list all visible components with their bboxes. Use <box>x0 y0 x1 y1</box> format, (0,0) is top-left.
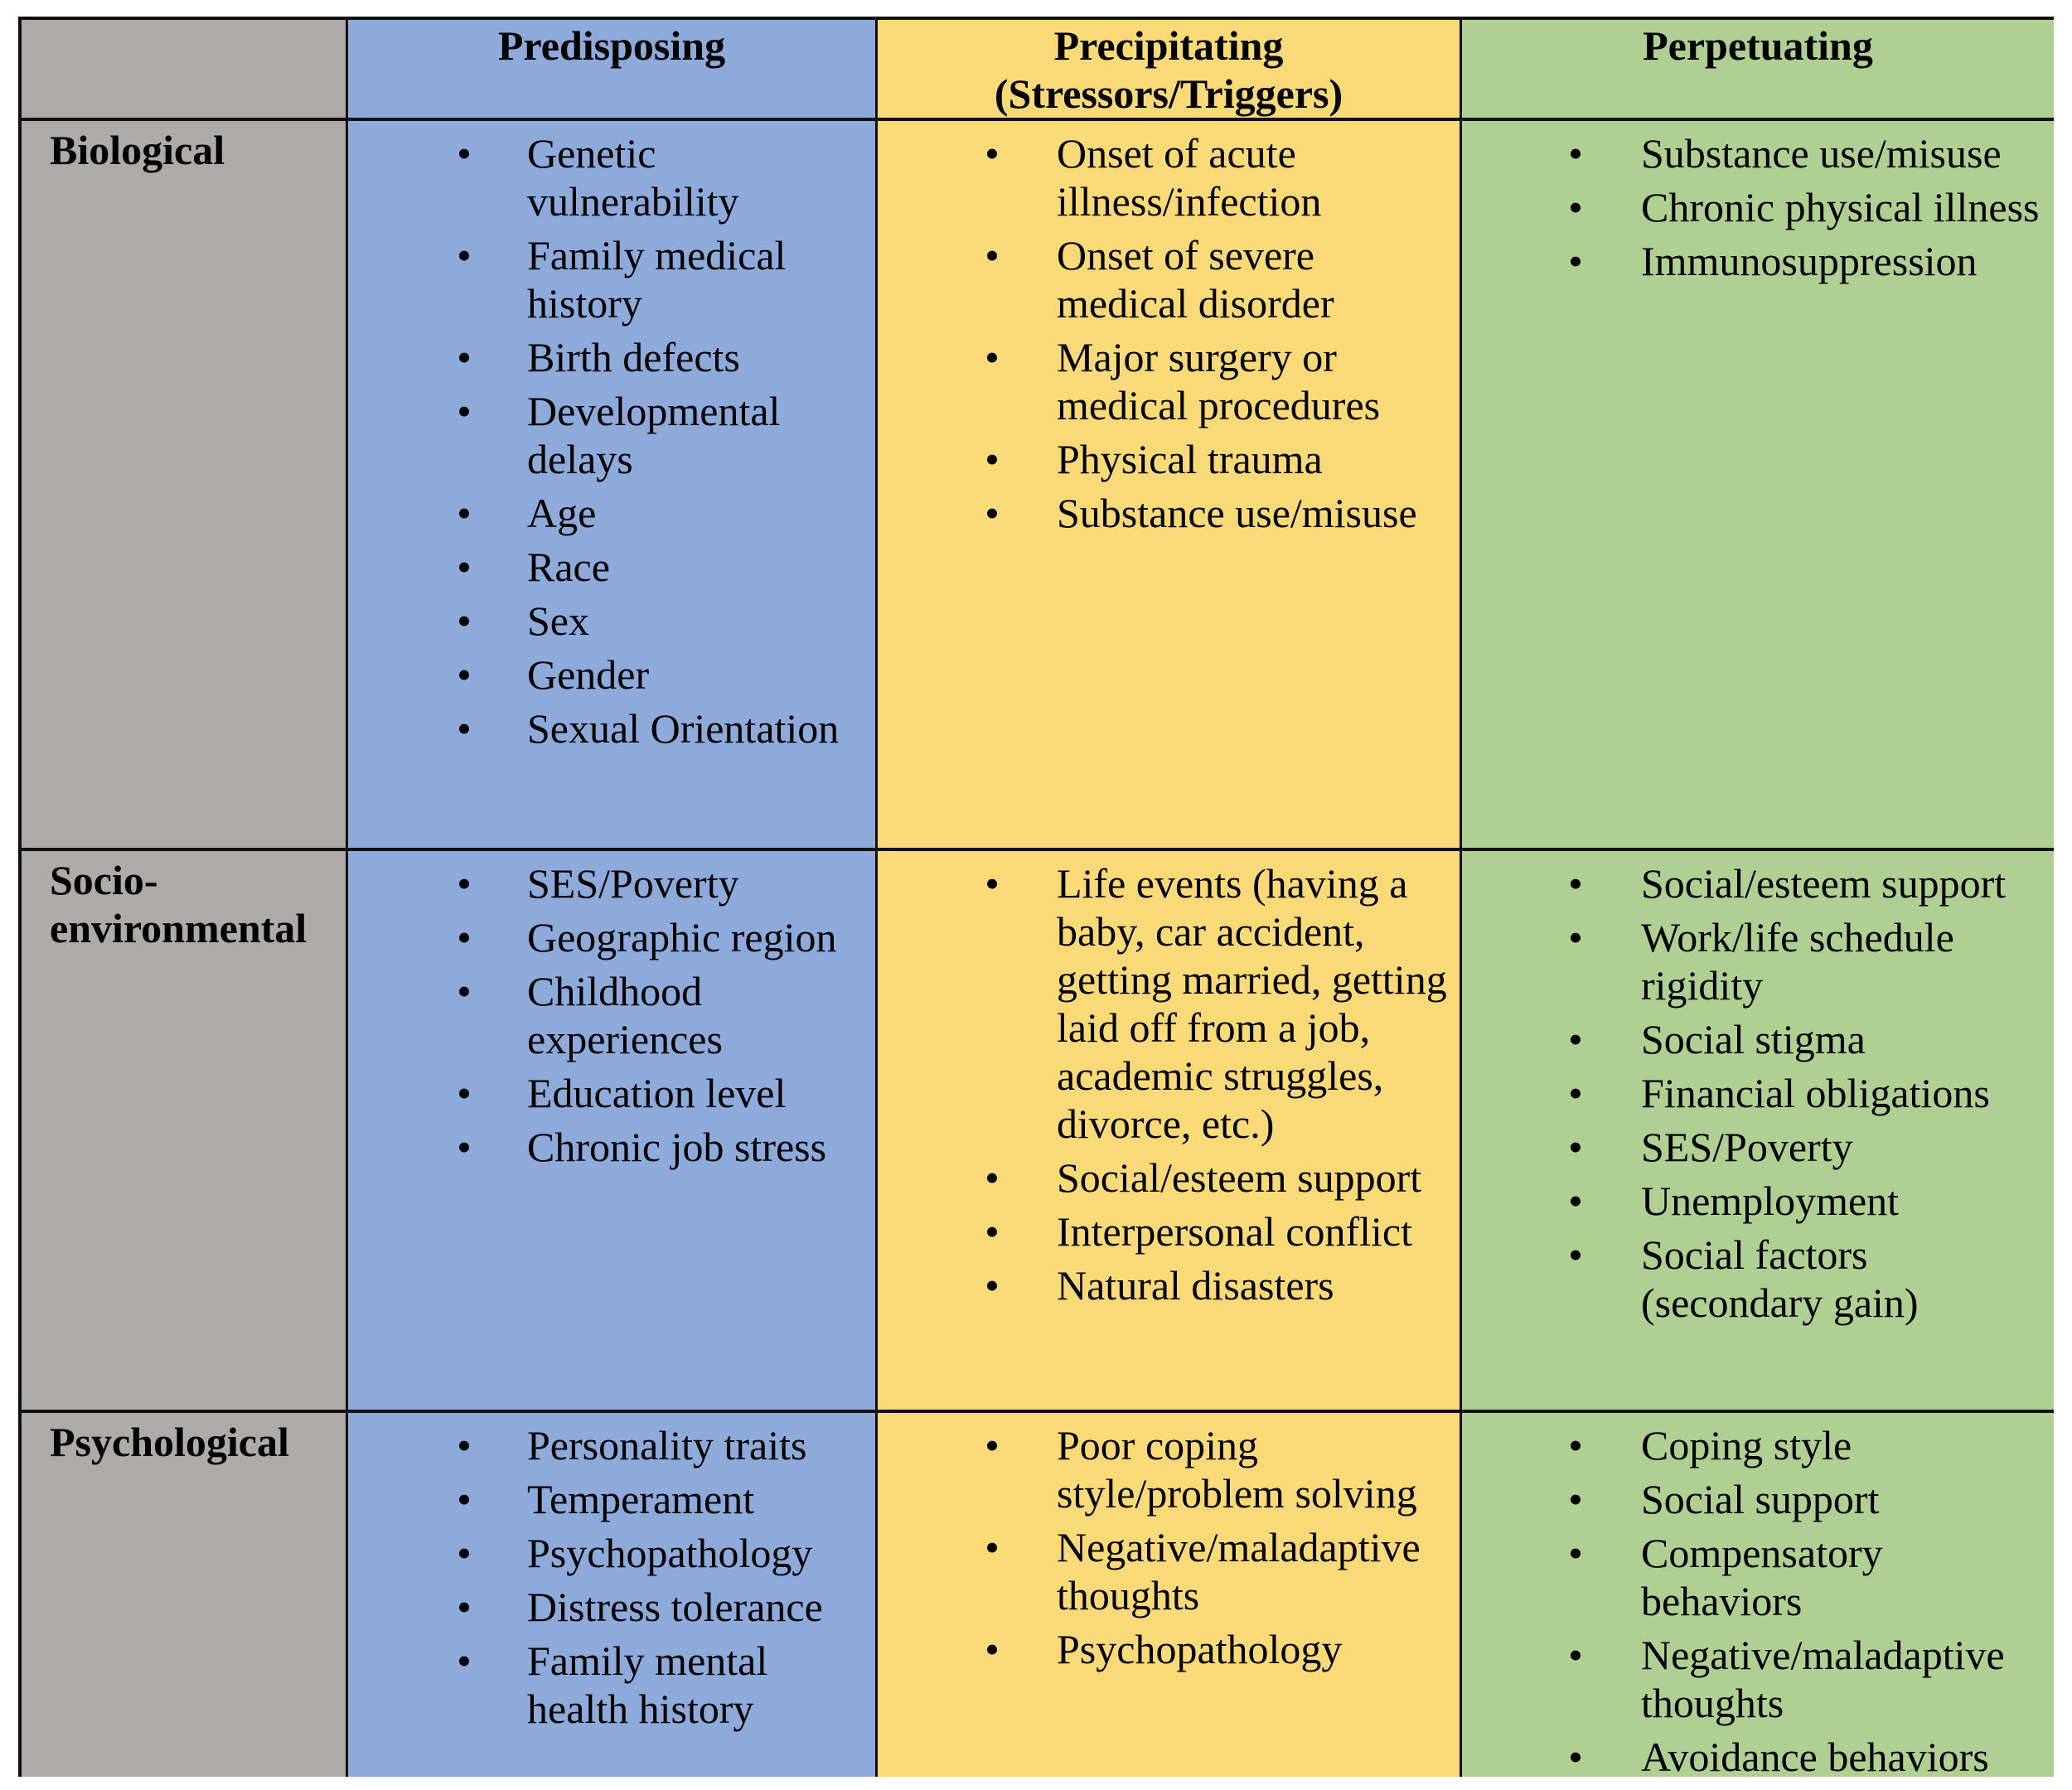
cell-biological-precipitating <box>878 121 1462 851</box>
list-item-text: Coping style <box>1641 1422 1852 1468</box>
bullet-icon: • <box>1568 184 1583 230</box>
biopsychosocial-factors-table <box>18 17 2054 1780</box>
list-item-text: Childhood experiences <box>527 968 723 1062</box>
bullet-icon: • <box>1568 1476 1583 1522</box>
bullet-icon: • <box>457 860 472 907</box>
bullet-icon: • <box>1568 1070 1583 1116</box>
list-item <box>348 967 875 1063</box>
list-item-text: Age <box>527 490 597 536</box>
list-item-text: Negative/maladaptive thoughts <box>1641 1632 2005 1726</box>
row-label-socio-environmental <box>22 851 348 1413</box>
header-precipitating-label: Precipitating <box>1053 22 1284 69</box>
bullet-icon: • <box>1568 1734 1583 1780</box>
bullet-icon: • <box>985 1524 1000 1570</box>
list-item <box>1462 913 2054 1009</box>
list-item-text: Social/esteem support <box>1057 1154 1422 1201</box>
list-item <box>1462 129 2054 177</box>
list-item <box>878 1154 1460 1202</box>
cell-biological-perpetuating <box>1462 121 2054 851</box>
list-item <box>1462 1421 2054 1469</box>
list-item <box>1462 1733 2054 1781</box>
list-item-text: Birth defects <box>527 334 740 380</box>
bullet-icon: • <box>457 130 472 177</box>
list-item-text: SES/Poverty <box>1641 1124 1853 1170</box>
bullet-list <box>348 851 875 1171</box>
list-item-text: Financial obligations <box>1641 1070 1990 1116</box>
bullet-icon: • <box>1568 914 1583 960</box>
list-item <box>348 1421 875 1469</box>
bullet-icon: • <box>457 232 472 278</box>
list-item-text: Personality traits <box>527 1422 807 1468</box>
list-item <box>1462 1069 2054 1117</box>
list-item-text: Negative/maladaptive thoughts <box>1057 1524 1421 1618</box>
bullet-icon: • <box>1568 1632 1583 1678</box>
row-label-text: Socio-environmental <box>50 857 307 951</box>
list-item-text: Race <box>527 544 610 590</box>
bullet-list <box>1462 851 2054 1327</box>
list-item-text: Genetic vulnerability <box>527 130 739 225</box>
bullet-icon: • <box>457 388 472 434</box>
list-item <box>348 1475 875 1523</box>
list-item <box>1462 1177 2054 1225</box>
header-perpetuating <box>1462 20 2054 121</box>
bullet-icon: • <box>457 1638 472 1684</box>
list-item-text: Immunosuppression <box>1641 238 1978 284</box>
list-item <box>878 1421 1460 1517</box>
list-item-text: Social/esteem support <box>1641 860 2007 907</box>
cell-socio-predisposing <box>348 851 878 1413</box>
list-item <box>1462 1015 2054 1063</box>
bullet-list <box>1462 1413 2054 1781</box>
list-item-text: Chronic job stress <box>527 1124 827 1170</box>
list-item <box>348 387 875 483</box>
list-item <box>348 489 875 537</box>
bullet-icon: • <box>457 914 472 960</box>
bullet-list <box>878 121 1460 537</box>
bullet-icon: • <box>1568 238 1583 284</box>
cell-socio-perpetuating <box>1462 851 2054 1413</box>
list-item <box>1462 1231 2054 1327</box>
list-item <box>878 129 1460 225</box>
bullet-icon: • <box>985 1422 1000 1468</box>
bullet-list <box>878 1413 1460 1673</box>
bullet-icon: • <box>457 1124 472 1170</box>
bullet-icon: • <box>457 1422 472 1468</box>
bullet-icon: • <box>457 334 472 380</box>
list-item-text: Natural disasters <box>1057 1262 1334 1309</box>
row-label-psychological <box>22 1413 348 1777</box>
list-item-text: Interpersonal conflict <box>1057 1208 1412 1255</box>
list-item <box>1462 859 2054 907</box>
list-item <box>1462 237 2054 285</box>
list-item <box>878 1625 1460 1673</box>
cell-psychological-precipitating <box>878 1413 1462 1777</box>
list-item-text: Geographic region <box>527 914 837 960</box>
list-item <box>348 1583 875 1631</box>
bullet-icon: • <box>985 1262 1000 1309</box>
list-item <box>348 1529 875 1577</box>
bullet-icon: • <box>1568 1016 1583 1062</box>
list-item-text: Developmental delays <box>527 388 781 482</box>
list-item <box>1462 1631 2054 1727</box>
cell-psychological-perpetuating <box>1462 1413 2054 1780</box>
list-item-text: Family mental health history <box>527 1638 768 1732</box>
list-item <box>348 129 875 225</box>
list-item <box>878 1523 1460 1619</box>
list-item-text: Social stigma <box>1641 1016 1866 1062</box>
list-item-text: Substance use/misuse <box>1057 490 1417 536</box>
bullet-icon: • <box>985 860 1000 907</box>
bullet-list <box>348 121 875 752</box>
bullet-icon: • <box>457 651 472 698</box>
bullet-icon: • <box>457 1530 472 1576</box>
header-corner-cell <box>22 20 348 121</box>
list-item <box>348 231 875 327</box>
list-item-text: Major surgery or medical procedures <box>1057 334 1381 428</box>
list-item <box>1462 1475 2054 1523</box>
list-item <box>1462 1529 2054 1625</box>
bullet-icon: • <box>457 1584 472 1630</box>
bullet-icon: • <box>985 232 1000 278</box>
list-item <box>348 859 875 907</box>
bullet-icon: • <box>457 968 472 1014</box>
row-label-text: Biological <box>50 127 225 173</box>
list-item-text: Onset of severe medical disorder <box>1057 232 1334 327</box>
bullet-icon: • <box>985 436 1000 482</box>
list-item-text: Social factors (secondary gain) <box>1641 1231 1919 1326</box>
list-item-text: Chronic physical illness <box>1641 184 2040 230</box>
header-precipitating-sublabel: (Stressors/Triggers) <box>994 70 1343 117</box>
list-item-text: Education level <box>527 1070 787 1116</box>
list-item <box>878 435 1460 483</box>
list-item-text: Life events (having a baby, car accident, getting married, getting laid off from a job, academic struggles, divorce, etc.) <box>1057 860 1447 1147</box>
bullet-icon: • <box>1568 1530 1583 1576</box>
list-item <box>348 1637 875 1733</box>
list-item-text: Psychopathology <box>1057 1626 1343 1672</box>
bullet-icon: • <box>985 490 1000 536</box>
bullet-list <box>1462 121 2054 285</box>
list-item-text: Avoidance behaviors <box>1641 1734 1989 1780</box>
list-item-text: Temperament <box>527 1476 755 1522</box>
list-item <box>348 913 875 961</box>
list-item-text: Compensatory behaviors <box>1641 1530 1883 1624</box>
row-label-text: Psychological <box>50 1419 289 1465</box>
cell-socio-precipitating <box>878 851 1462 1413</box>
list-item-text: Substance use/misuse <box>1641 130 2002 177</box>
list-item-text: Distress tolerance <box>527 1584 823 1630</box>
list-item <box>348 651 875 699</box>
bullet-icon: • <box>1568 860 1583 907</box>
list-item <box>878 333 1460 429</box>
list-item <box>878 1207 1460 1255</box>
list-item <box>1462 183 2054 231</box>
cell-psychological-predisposing <box>348 1413 878 1777</box>
bullet-list <box>348 1413 875 1733</box>
list-item <box>348 704 875 752</box>
list-item-text: Social support <box>1641 1476 1880 1522</box>
bullet-icon: • <box>985 130 1000 177</box>
bullet-icon: • <box>457 705 472 752</box>
bullet-icon: • <box>457 597 472 644</box>
bullet-icon: • <box>1568 1178 1583 1224</box>
list-item <box>348 1069 875 1117</box>
bullet-icon: • <box>985 334 1000 380</box>
list-item-text: Physical trauma <box>1057 436 1323 482</box>
header-perpetuating-label: Perpetuating <box>1643 22 1873 69</box>
header-predisposing-label: Predisposing <box>497 22 726 69</box>
list-item-text: Unemployment <box>1641 1178 1900 1224</box>
bullet-icon: • <box>457 1070 472 1116</box>
bullet-icon: • <box>985 1626 1000 1672</box>
list-item-text: Psychopathology <box>527 1530 813 1576</box>
list-item-text: Poor coping style/problem solving <box>1057 1422 1417 1517</box>
list-item <box>878 1261 1460 1309</box>
bullet-icon: • <box>457 1476 472 1522</box>
list-item-text: Family medical history <box>527 232 787 327</box>
list-item <box>1462 1123 2054 1171</box>
bullet-list <box>878 851 1460 1309</box>
bullet-icon: • <box>985 1154 1000 1201</box>
cell-biological-predisposing <box>348 121 878 851</box>
bullet-icon: • <box>1568 1231 1583 1278</box>
list-item <box>348 597 875 645</box>
list-item <box>878 489 1460 537</box>
row-label-biological <box>22 121 348 851</box>
list-item-text: Sexual Orientation <box>527 705 840 752</box>
header-predisposing <box>348 20 878 121</box>
list-item <box>348 333 875 381</box>
bullet-icon: • <box>457 490 472 536</box>
bullet-icon: • <box>457 544 472 590</box>
bullet-icon: • <box>1568 130 1583 177</box>
header-precipitating <box>878 20 1462 121</box>
list-item-text: Work/life schedule rigidity <box>1641 914 1954 1009</box>
list-item-text: Sex <box>527 597 589 644</box>
list-item <box>348 543 875 591</box>
bullet-icon: • <box>985 1208 1000 1255</box>
list-item-text: Onset of acute illness/infection <box>1057 130 1322 225</box>
list-item-text: Gender <box>527 651 650 698</box>
bullet-icon: • <box>1568 1422 1583 1468</box>
list-item <box>878 859 1460 1148</box>
bullet-icon: • <box>1568 1124 1583 1170</box>
list-item <box>878 231 1460 327</box>
list-item-text: SES/Poverty <box>527 860 739 907</box>
list-item <box>348 1123 875 1171</box>
